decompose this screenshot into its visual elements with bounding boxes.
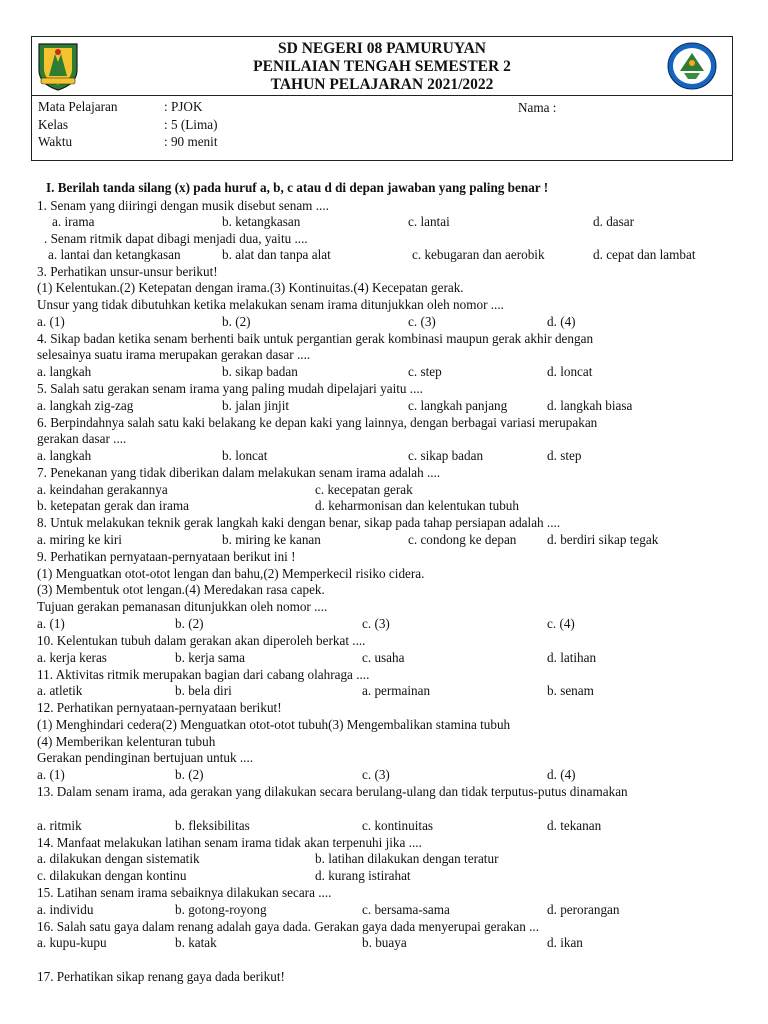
answer-option: a. lantai dan ketangkasan bbox=[48, 247, 181, 262]
answer-option: b. katak bbox=[175, 935, 217, 950]
exam-header bbox=[31, 36, 733, 161]
question-text: 11. Aktivitas ritmik merupakan bagian dari cabang olahraga .... bbox=[37, 667, 370, 682]
question-text: 9. Perhatikan pernyataan-pernyataan berikut ini ! bbox=[37, 549, 296, 564]
answer-option: c. (4) bbox=[547, 616, 575, 631]
time-value: : 90 menit bbox=[164, 134, 218, 149]
answer-option: b. alat dan tanpa alat bbox=[222, 247, 331, 262]
answer-option: a. (1) bbox=[37, 767, 65, 782]
question-text: 4. Sikap badan ketika senam berhenti baik untuk pergantian gerak kombinasi maupun gerak akhir dengan bbox=[37, 331, 594, 346]
answer-option: d. loncat bbox=[547, 364, 593, 379]
answer-option: d. cepat dan lambat bbox=[593, 247, 696, 262]
question-text: 15. Latihan senam irama sebaiknya dilakukan secara .... bbox=[37, 885, 332, 900]
answer-option: d. berdiri sikap tegak bbox=[547, 532, 659, 547]
question-text: (3) Membentuk otot lengan.(4) Meredakan rasa capek. bbox=[37, 582, 325, 597]
answer-option: c. (3) bbox=[362, 616, 390, 631]
answer-option: d. tekanan bbox=[547, 818, 602, 833]
answer-option: a. langkah bbox=[37, 448, 92, 463]
answer-option: d. perorangan bbox=[547, 902, 620, 917]
answer-option: a. ritmik bbox=[37, 818, 82, 833]
answer-option: d. keharmonisan dan kelentukan tubuh bbox=[315, 498, 519, 513]
school-name: SD NEGERI 08 PAMURUYAN bbox=[278, 40, 486, 57]
question-text: 13. Dalam senam irama, ada gerakan yang dilakukan secara berulang-ulang dan tidak terputus-putus dinamakan bbox=[37, 784, 628, 799]
answer-option: a. individu bbox=[37, 902, 94, 917]
subject-value: : PJOK bbox=[164, 99, 203, 114]
question-text: 8. Untuk melakukan teknik gerak langkah kaki dengan benar, sikap pada tahap persiapan adalah .... bbox=[37, 515, 561, 530]
question-text: 10. Kelentukan tubuh dalam gerakan akan diperoleh berkat .... bbox=[37, 633, 366, 648]
time-label: Waktu bbox=[38, 134, 73, 149]
answer-option: c. kebugaran dan aerobik bbox=[412, 247, 545, 262]
question-text: . Senam ritmik dapat dibagi menjadi dua, yaitu .... bbox=[44, 231, 308, 246]
answer-option: a. kupu-kupu bbox=[37, 935, 107, 950]
answer-option: d. langkah biasa bbox=[547, 398, 633, 413]
answer-option: d. (4) bbox=[547, 767, 576, 782]
answer-option: a. langkah bbox=[37, 364, 92, 379]
answer-option: a. kerja keras bbox=[37, 650, 107, 665]
answer-option: d. dasar bbox=[593, 214, 635, 229]
answer-option: b. jalan jinjit bbox=[222, 398, 290, 413]
answer-option: b. ketangkasan bbox=[222, 214, 301, 229]
answer-option: b. loncat bbox=[222, 448, 268, 463]
answer-option: b. kerja sama bbox=[175, 650, 245, 665]
answer-option: a. (1) bbox=[37, 314, 65, 329]
question-text: (1) Menghindari cedera(2) Menguatkan otot-otot tubuh(3) Mengembalikan stamina tubuh bbox=[37, 717, 511, 732]
name-label: Nama : bbox=[518, 100, 557, 115]
answer-option: c. lantai bbox=[408, 214, 450, 229]
answer-option: b. sikap badan bbox=[222, 364, 298, 379]
answer-option: a. keindahan gerakannya bbox=[37, 482, 168, 497]
answer-option: c. sikap badan bbox=[408, 448, 484, 463]
answer-option: b. latihan dilakukan dengan teratur bbox=[315, 851, 499, 866]
answer-option: b. (2) bbox=[175, 767, 204, 782]
answer-option: c. bersama-sama bbox=[362, 902, 450, 917]
question-text: (1) Kelentukan.(2) Ketepatan dengan irama.(3) Kontinuitas.(4) Kecepatan gerak. bbox=[37, 280, 464, 295]
question-text: 1. Senam yang diiringi dengan musik disebut senam .... bbox=[37, 198, 329, 213]
question-text: 7. Penekanan yang tidak diberikan dalam melakukan senam irama adalah .... bbox=[37, 465, 441, 480]
answer-option: c. (3) bbox=[362, 767, 390, 782]
question-text: 12. Perhatikan pernyataan-pernyataan berikut! bbox=[37, 700, 282, 715]
answer-option: a. permainan bbox=[362, 683, 431, 698]
question-text: 3. Perhatikan unsur-unsur berikut! bbox=[37, 264, 218, 279]
answer-option: c. step bbox=[408, 364, 442, 379]
answer-option: c. usaha bbox=[362, 650, 405, 665]
answer-option: b. (2) bbox=[222, 314, 251, 329]
question-text: Gerakan pendinginan bertujuan untuk .... bbox=[37, 750, 254, 765]
answer-option: c. condong ke depan bbox=[408, 532, 517, 547]
question-text: (4) Memberikan kelenturan tubuh bbox=[37, 734, 216, 749]
question-text: selesainya suatu irama merupakan gerakan dasar .... bbox=[37, 347, 311, 362]
header-title-row bbox=[32, 37, 732, 96]
answer-option: d. step bbox=[547, 448, 582, 463]
answer-option: b. buaya bbox=[362, 935, 407, 950]
school-emblem-icon bbox=[666, 41, 718, 91]
answer-option: b. senam bbox=[547, 683, 594, 698]
answer-option: b. miring ke kanan bbox=[222, 532, 321, 547]
question-text: gerakan dasar .... bbox=[37, 431, 127, 446]
answer-option: c. dilakukan dengan kontinu bbox=[37, 868, 187, 883]
answer-option: d. ikan bbox=[547, 935, 583, 950]
answer-option: b. (2) bbox=[175, 616, 204, 631]
question-text: (1) Menguatkan otot-otot lengan dan bahu,(2) Memperkecil risiko cidera. bbox=[37, 566, 425, 581]
question-text: Unsur yang tidak dibutuhkan ketika melakukan senam irama ditunjukkan oleh nomor .... bbox=[37, 297, 504, 312]
answer-option: c. kecepatan gerak bbox=[315, 482, 413, 497]
answer-option: a. irama bbox=[52, 214, 95, 229]
exam-title: PENILAIAN TENGAH SEMESTER 2 bbox=[253, 58, 511, 75]
question-text: 6. Berpindahnya salah satu kaki belakang ke depan kaki yang lainnya, dengan berbagai variasi merupakan bbox=[37, 415, 598, 430]
answer-option: d. (4) bbox=[547, 314, 576, 329]
class-value: : 5 (Lima) bbox=[164, 117, 218, 132]
answer-option: b. gotong-royong bbox=[175, 902, 267, 917]
question-text: 5. Salah satu gerakan senam irama yang paling mudah dipelajari yaitu .... bbox=[37, 381, 423, 396]
school-year: TAHUN PELAJARAN 2021/2022 bbox=[270, 76, 494, 93]
answer-option: a. (1) bbox=[37, 616, 65, 631]
answer-option: c. (3) bbox=[408, 314, 436, 329]
subject-label: Mata Pelajaran bbox=[38, 99, 118, 114]
question-text: 14. Manfaat melakukan latihan senam irama tidak akan terpenuhi jika .... bbox=[37, 835, 422, 850]
answer-option: d. latihan bbox=[547, 650, 597, 665]
question-text: Tujuan gerakan pemanasan ditunjukkan oleh nomor .... bbox=[37, 599, 328, 614]
class-label: Kelas bbox=[38, 117, 69, 132]
answer-option: d. kurang istirahat bbox=[315, 868, 411, 883]
answer-option: c. langkah panjang bbox=[408, 398, 508, 413]
answer-option: a. miring ke kiri bbox=[37, 532, 122, 547]
answer-option: b. ketepatan gerak dan irama bbox=[37, 498, 189, 513]
answer-option: a. atletik bbox=[37, 683, 83, 698]
question-text: 17. Perhatikan sikap renang gaya dada berikut! bbox=[37, 969, 285, 984]
answer-option: b. bela diri bbox=[175, 683, 232, 698]
instruction-text: I. Berilah tanda silang (x) pada huruf a, b, c atau d di depan jawaban yang paling benar ! bbox=[46, 180, 549, 195]
answer-option: b. fleksibilitas bbox=[175, 818, 250, 833]
answer-option: a. dilakukan dengan sistematik bbox=[37, 851, 200, 866]
question-text: 16. Salah satu gaya dalam renang adalah gaya dada. Gerakan gaya dada menyerupai gerakan ... bbox=[37, 919, 539, 934]
answer-option: a. langkah zig-zag bbox=[37, 398, 134, 413]
answer-option: c. kontinuitas bbox=[362, 818, 434, 833]
